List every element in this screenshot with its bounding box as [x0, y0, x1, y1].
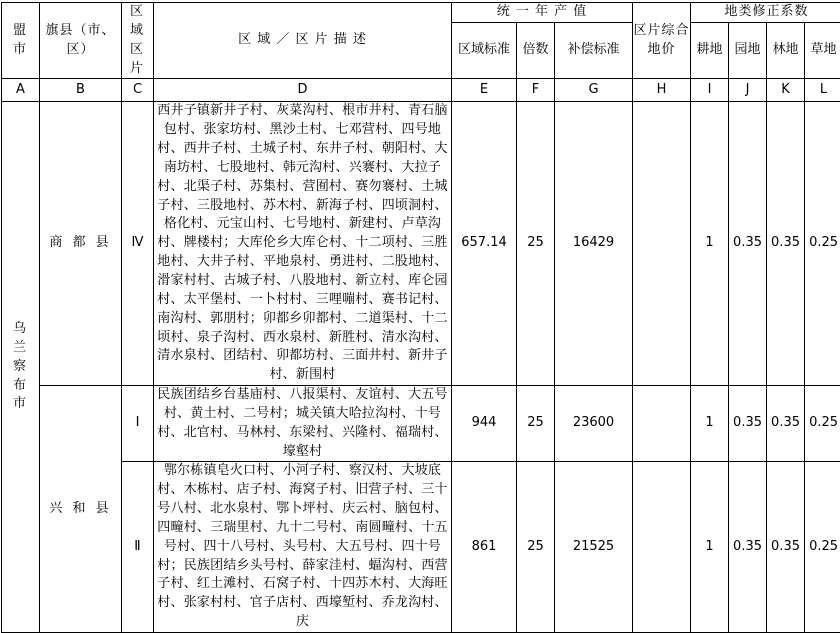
header-meng-shi: 盟 市 — [2, 3, 40, 79]
cell-multiplier: 25 — [517, 102, 555, 386]
cell-comprehensive-price — [633, 462, 691, 633]
cell-garden-coefficient: 0.35 — [729, 102, 767, 386]
cell-garden-coefficient: 0.35 — [729, 386, 767, 462]
cell-grass-coefficient: 0.25 — [805, 386, 840, 462]
header-grass-land: 草地 — [805, 22, 840, 79]
cell-forest-coefficient: 0.35 — [767, 462, 805, 633]
cell-meng-shi: 乌 兰 察 布 市 — [2, 102, 40, 633]
cell-cultivated-coefficient: 1 — [691, 386, 729, 462]
header-cultivated-land: 耕地 — [691, 22, 729, 79]
letter-f: F — [517, 79, 555, 102]
header-land-type-coefficients: 地类修正系数 — [691, 3, 840, 23]
letter-j: J — [729, 79, 767, 102]
cell-description: 鄂尔栋镇皂火口村、小河子村、察汉村、大坡底村、木栋村、店子村、海窝子村、旧营子村、三十号八村、北水泉村、鄂卜坪村、庆云村、脑包村、四疃村、三瑞里村、九十二号村、南圆疃村、十五号村、四十八号村、头号村、大五号村、四十号村；民族团结乡头号村、薛家洼村、蝠沟村、西营子村、红土滩村、石窝子村、十四苏木村、大海旺村、张家村村、官子店村、西壕堑村、乔龙沟村、庆 — [154, 462, 452, 633]
letter-h: H — [633, 79, 691, 102]
cell-area-standard: 944 — [452, 386, 517, 462]
cell-area-standard: 861 — [452, 462, 517, 633]
header-area-standard: 区域标准 — [452, 22, 517, 79]
header-comprehensive-price: 区片综合地价 — [633, 3, 691, 79]
letter-l: L — [805, 79, 840, 102]
letter-b: B — [40, 79, 122, 102]
cell-qupian: Ⅳ — [122, 102, 154, 386]
letter-k: K — [767, 79, 805, 102]
cell-compensation-standard: 21525 — [555, 462, 633, 633]
header-compensation-standard: 补偿标准 — [555, 22, 633, 79]
header-multiplier: 倍数 — [517, 22, 555, 79]
header-quyu-qupian: 区 域 区 片 — [122, 3, 154, 79]
cell-county: 兴 和 县 — [40, 386, 122, 633]
letter-d: D — [154, 79, 452, 102]
cell-qupian: Ⅰ — [122, 386, 154, 462]
table-page — [0, 2, 840, 582]
letter-i: I — [691, 79, 729, 102]
header-qixian: 旗县（市、区） — [40, 3, 122, 79]
table-row — [2, 386, 840, 462]
header-garden-land: 园地 — [729, 22, 767, 79]
cell-cultivated-coefficient: 1 — [691, 102, 729, 386]
cell-qupian: Ⅱ — [122, 462, 154, 633]
cell-description: 民族团结乡台基庙村、八报渠村、友谊村、大五号村、黄土村、二号村；城关镇大哈拉沟村、十号村、北官村、马林村、东梁村、兴隆村、福瑞村、壕壑村 — [154, 386, 452, 462]
cell-comprehensive-price — [633, 386, 691, 462]
header-forest-land: 林地 — [767, 22, 805, 79]
cell-forest-coefficient: 0.35 — [767, 386, 805, 462]
cell-cultivated-coefficient: 1 — [691, 462, 729, 633]
cell-compensation-standard: 23600 — [555, 386, 633, 462]
cell-grass-coefficient: 0.25 — [805, 462, 840, 633]
cell-multiplier: 25 — [517, 462, 555, 633]
cell-county: 商 都 县 — [40, 102, 122, 386]
column-letter-row — [2, 79, 840, 102]
table-row — [2, 462, 840, 633]
cell-comprehensive-price — [633, 102, 691, 386]
cell-garden-coefficient: 0.35 — [729, 462, 767, 633]
letter-a: A — [2, 79, 40, 102]
compensation-standards-table — [1, 2, 840, 633]
cell-multiplier: 25 — [517, 386, 555, 462]
cell-grass-coefficient: 0.25 — [805, 102, 840, 386]
cell-compensation-standard: 16429 — [555, 102, 633, 386]
header-row-1 — [2, 3, 840, 23]
cell-area-standard: 657.14 — [452, 102, 517, 386]
letter-c: C — [122, 79, 154, 102]
table-row — [2, 102, 840, 386]
cell-description: 西井子镇新井子村、灰菜沟村、根市井村、青石脑包村、张家坊村、黑沙土村、七邓营村、四号地村、西井子村、土城子村、东井子村、朝阳村、大南坊村、七股地村、韩元沟村、兴褰村、大拉子村、北渠子村、苏集村、营囿村、赛勿褰村、土城子村、三股地村、苏木村、新海子村、四顷洞村、格化村、元宝山村、七号地村、新建村、卢草沟村、牌楼村；大库伦乡大库仑村、十二项村、三胜地村、大井子村、平地泉村、勇进村、二股地村、滑家村村、古城子村、八股地村、新立村、库仑园村、太平堡村、一卜村村、三哩嘣村、赛书记村、南沟村、郭朋村；卯都乡卯都村、二道渠村、十二顷村、泉子沟村、西水泉村、新胜村、清水沟村、清水泉村、团结村、卯都坊村、三面井村、新井子村、新围村 — [154, 102, 452, 386]
header-description: 区 域 ／ 区 片 描 述 — [154, 3, 452, 79]
letter-g: G — [555, 79, 633, 102]
letter-e: E — [452, 79, 517, 102]
cell-forest-coefficient: 0.35 — [767, 102, 805, 386]
header-annual-output: 统 一 年 产 值 — [452, 3, 633, 23]
